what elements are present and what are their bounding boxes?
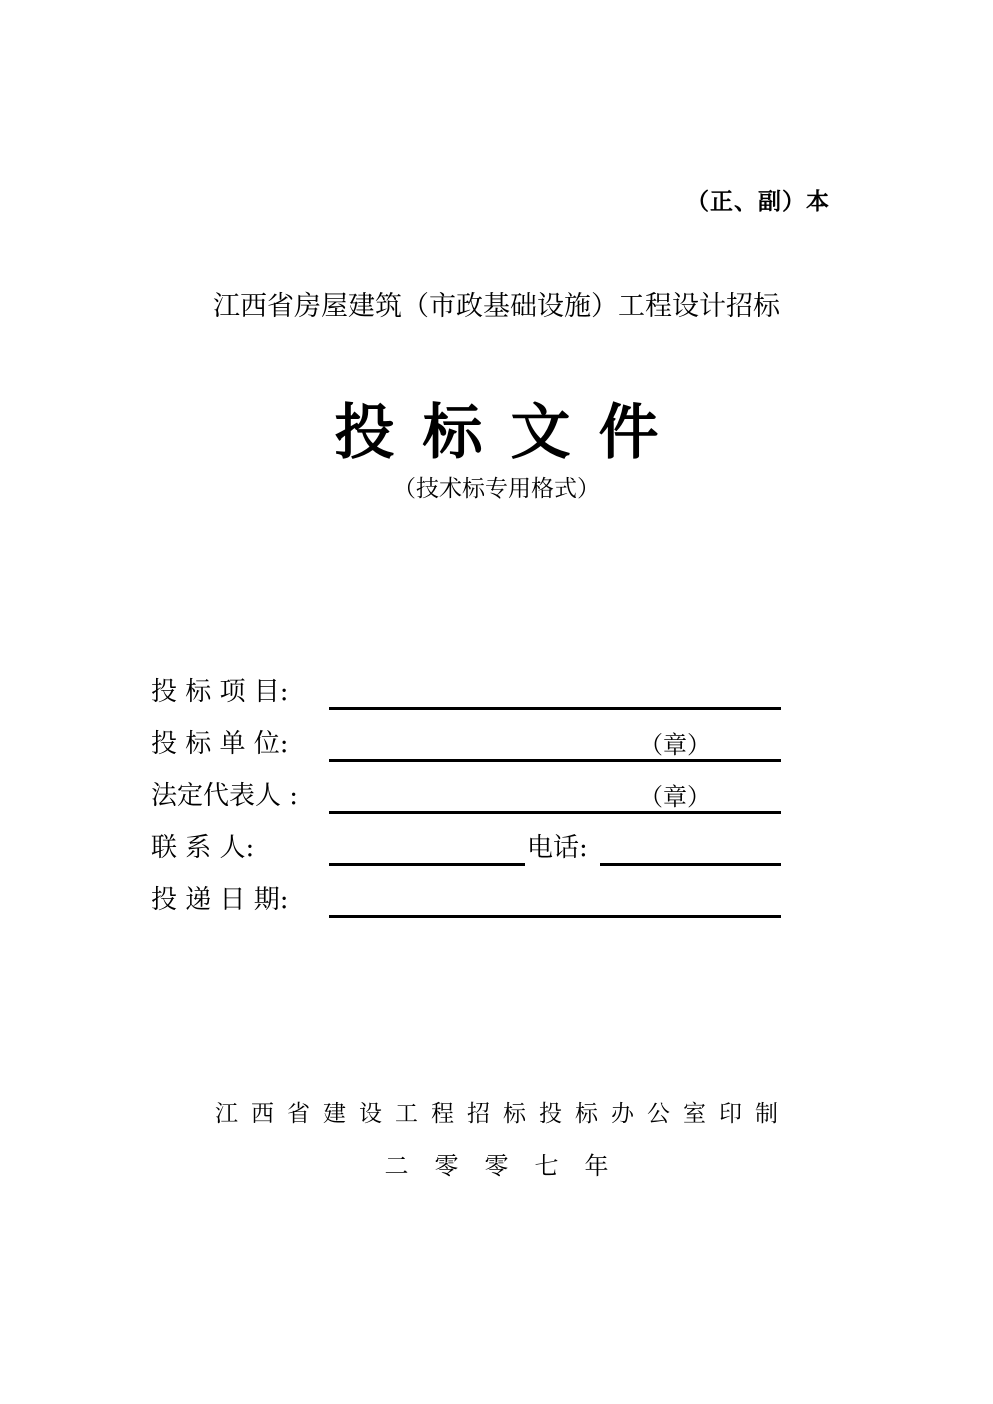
document-subtitle: 江西省房屋建筑（市政基础设施）工程设计招标 xyxy=(213,291,780,322)
legal-rep-seal-label: （章） xyxy=(639,783,711,811)
form-row-unit xyxy=(151,722,781,762)
format-note: （技术标专用格式） xyxy=(393,476,600,502)
legal-rep-field-line[interactable] xyxy=(329,811,781,814)
unit-seal-label: （章） xyxy=(639,731,711,759)
year-line: 二零零七年 xyxy=(384,1152,635,1180)
project-label: 投 标 项 目: xyxy=(151,677,289,707)
unit-label: 投 标 单 位: xyxy=(151,729,289,759)
contact-label: 联 系 人: xyxy=(151,833,255,863)
phone-field-line[interactable] xyxy=(600,863,781,866)
date-field-line[interactable] xyxy=(329,915,781,918)
form-row-contact xyxy=(151,826,781,866)
document-title: 投标文件 xyxy=(334,398,687,468)
form-row-legal-rep xyxy=(151,774,781,814)
project-field-line[interactable] xyxy=(329,707,781,710)
legal-rep-label: 法定代表人 : xyxy=(151,781,299,811)
copy-type-label: （正、副）本 xyxy=(686,189,830,215)
form-row-project xyxy=(151,670,781,710)
unit-field-line[interactable] xyxy=(329,759,781,762)
publisher-line: 江西省建设工程招标投标办公室印制 xyxy=(215,1101,791,1127)
phone-label: 电话: xyxy=(527,833,588,863)
form-row-date xyxy=(151,878,781,918)
contact-field-line[interactable] xyxy=(329,863,525,866)
date-label: 投 递 日 期: xyxy=(151,885,289,915)
